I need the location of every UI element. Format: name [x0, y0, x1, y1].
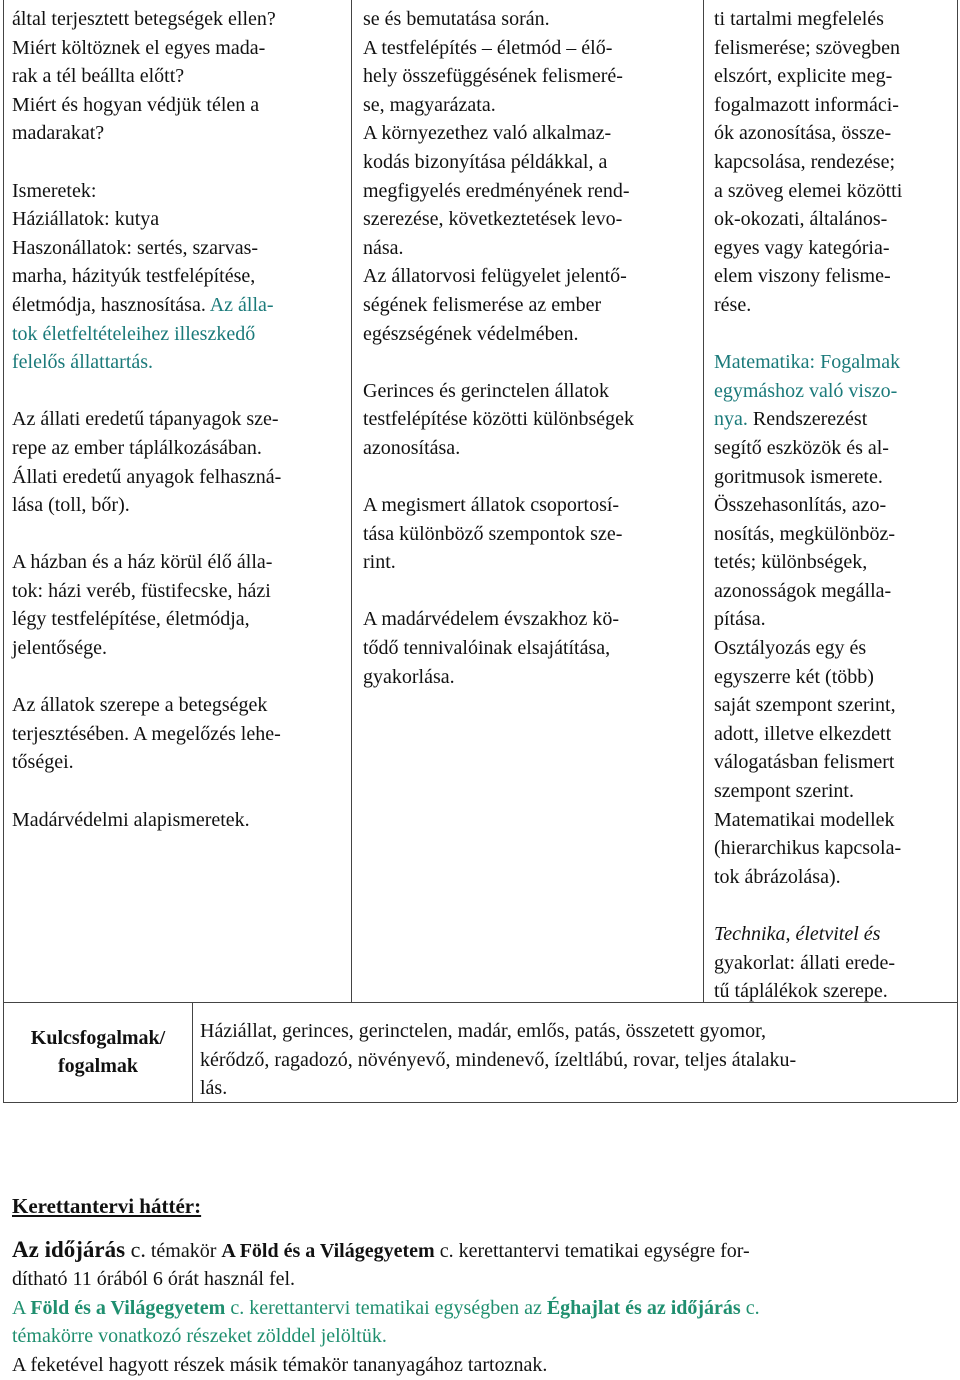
bird-protection-paragraph: Madárvédelmi alapismeretek. [12, 808, 250, 831]
column-content [12, 5, 348, 834]
col2-col3-divider [703, 0, 704, 1002]
col2-paragraph: A megismert állatok csoportosí- tása különböző szempontok sze- rint. [363, 494, 623, 574]
table-left-border [3, 0, 4, 1102]
disease-paragraph: Az állatok szerepe a betegségek terjesztésében. A megelőzés lehe- tőségei. [12, 694, 281, 774]
knowledge-paragraph: Ismeretek: Háziállatok: kutya Haszonállatok: sertés, szarvas- marha, házityúk testfelépítése, életmódja, hasznosítása. Az álla- tok életfeltételeihez illeszkedő felelős állattartás. [12, 179, 274, 374]
key-concepts-text: Háziállat, gerinces, gerinctelen, madár, emlős, patás, összetett gyomor, kérődző, ragadozó, növényevő, mindenevő, ízeltlábú, rovar, teljes átalaku- lás. [200, 1020, 797, 1100]
col2-paragraph: Gerinces és gerinctelen állatok testfelépítése közötti különbségek azonosítása. [363, 379, 635, 459]
column-content [714, 5, 954, 1006]
framework-line: témakörre vonatkozó részeket zölddel jelöltük. [12, 1325, 387, 1348]
section-heading: Kerettantervi háttér: [12, 1194, 202, 1218]
framework-line: A feketével hagyott részek másik témakör tananyagához tartoznak. [12, 1353, 548, 1376]
framework-background [12, 1192, 952, 1380]
framework-line: dítható 11 órából 6 órát használ fel. [12, 1268, 296, 1291]
questions-paragraph: által terjesztett betegségek ellen? Miért költöznek el egyes mada- rak a tél beállta előtt? Miért és hogyan védjük télen a madarakat? [12, 8, 276, 145]
table-right-border [957, 0, 958, 1102]
col2-paragraph: A madárvédelem évszakhoz kö- tődő tennivalóinak elsajátítása, gyakorlása. [363, 608, 620, 688]
col3-paragraph: ti tartalmi megfelelés felismerése; szövegben elszórt, explicite meg- fogalmazott informáci- ók azonosítása, össze- kapcsolása, rendezése; a szöveg elemei közötti ok-okozati, általános- egyes vagy kategória- elem viszony felisme- rése. [714, 8, 903, 316]
nutrition-paragraph: Az állati eredetű tápanyagok sze- repe az ember táplálkozásában. Állati eredetű anyagok felhaszná- lása (toll, bőr). [12, 408, 282, 517]
col2-paragraph: Az állatorvosi felügyelet jelentő- ségének felismerése az ember egészségének védelmében. [363, 265, 627, 345]
kulcs-divider [192, 1002, 193, 1102]
col3-paragraph: Matematika: Fogalmak egymáshoz való viszo- nya. Rendszerezést segítő eszközök és al- goritmusok ismerete. Összehasonlítás, azo- nosítás, megkülönböz- tetés; különbségek, azonosságok megálla- pítása. Osztályozás egy és egyszerre két (több) saját szempont szerint, adott, illetve elkezdett válogatásban felismert szempont szerint. Matematikai modellek (hierarchikus kapcsola- tok ábrázolása). [714, 351, 902, 888]
col3-paragraph: Technika, életvitel és gyakorlat: állati erede- tű táplálékok szerepe. [714, 923, 896, 1003]
house-animals-paragraph: A házban és a ház körül élő álla- tok: házi veréb, füstifecske, házi légy testfelépítése, életmódja, jelentősége. [12, 551, 273, 660]
col2-paragraph: A testfelépítés – életmód – élő- hely összefüggésének felismeré- se, magyarázata. [363, 36, 623, 116]
framework-line: A Föld és a Világegyetem c. kerettantervi tematikai egységben az Éghajlat és az időjárás c. [12, 1296, 760, 1319]
column-content [363, 5, 699, 691]
framework-line: Az időjárás c. témakör A Föld és a Világegyetem c. kerettantervi tematikai egységre for- [12, 1236, 750, 1262]
key-concepts-label: Kulcsfogalmak/ fogalmak [30, 1027, 166, 1077]
col2-paragraph: se és bemutatása során. [363, 8, 550, 30]
col2-paragraph: A környezethez való alkalmaz- kodás bizonyítása példákkal, a megfigyelés eredményének rend- szerezése, következtetések levo- nása. [363, 122, 630, 259]
col1-col2-divider [351, 0, 352, 1002]
